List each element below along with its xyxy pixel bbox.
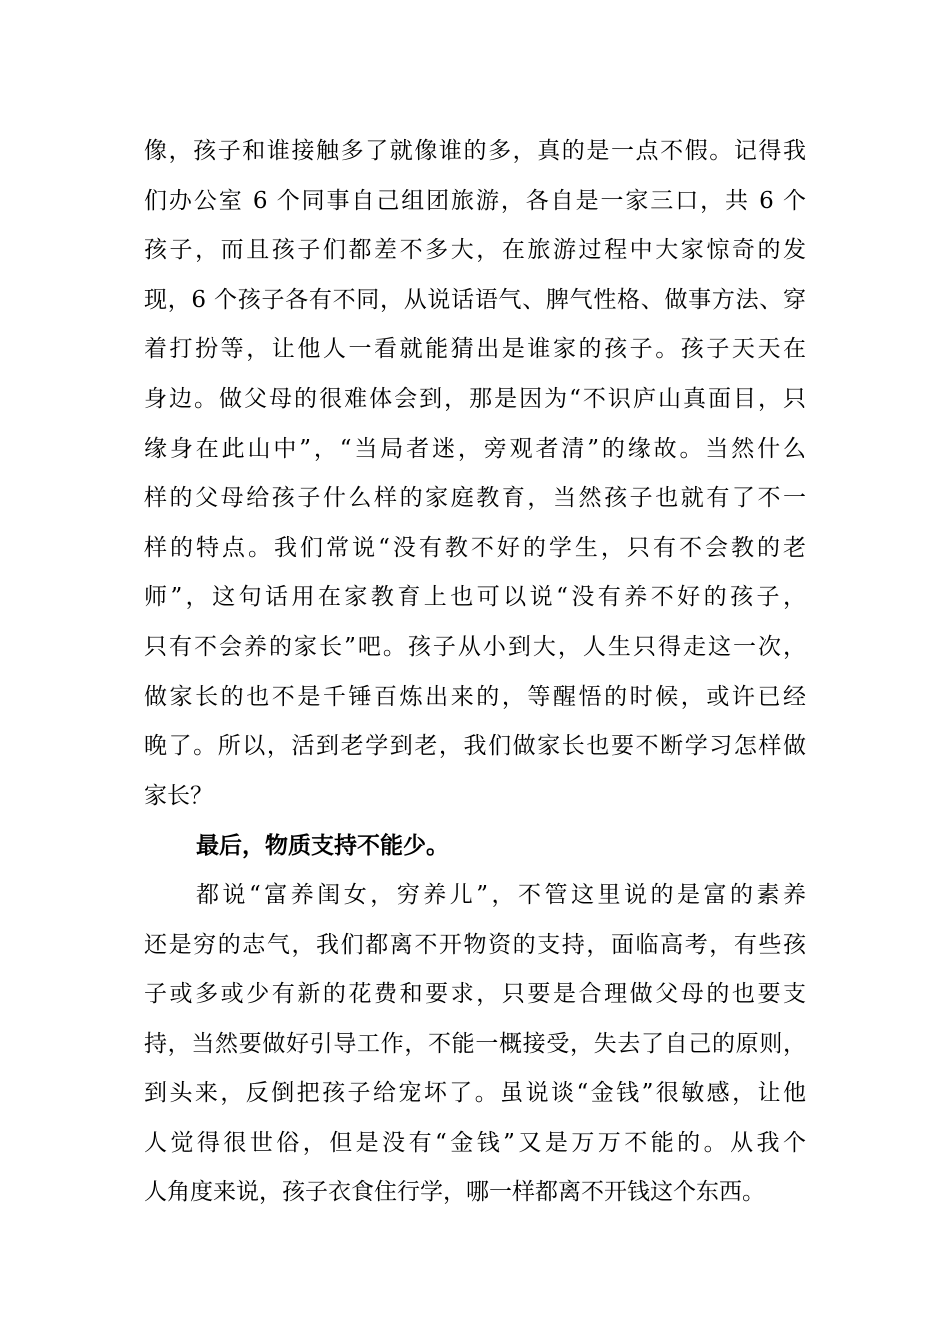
paragraph-1 <box>144 127 806 821</box>
paragraph-line: 晚了。所以，活到老学到老，我们做家长也要不断学习怎样做 <box>144 733 806 760</box>
section-heading: 最后，物质支持不能少。 <box>196 832 449 860</box>
paragraph-line: 样的特点。我们常说“没有教不好的学生，只有不会教的老 <box>144 534 806 561</box>
paragraph-line: 们办公室 6 个同事自己组团旅游，各自是一家三口，共 6 个 <box>144 187 806 214</box>
paragraph-line: 缘身在此山中”，“当局者迷，旁观者清”的缘故。当然什么 <box>144 435 806 462</box>
paragraph-line: 孩子，而且孩子们都差不多大，在旅游过程中大家惊奇的发 <box>144 237 806 264</box>
paragraph-line: 子或多或少有新的花费和要求，只要是合理做父母的也要支 <box>144 981 806 1008</box>
paragraph-line: 持，当然要做好引导工作，不能一概接受，失去了自己的原则， <box>144 1030 806 1057</box>
paragraph-line: 人觉得很世俗，但是没有“金钱”又是万万不能的。从我个 <box>144 1129 806 1156</box>
paragraph-line: 人角度来说，孩子衣食住行学，哪一样都离不开钱这个东西。 <box>144 1179 765 1206</box>
paragraph-line: 身边。做父母的很难体会到，那是因为“不识庐山真面目，只 <box>144 385 806 412</box>
paragraph-line: 现，6 个孩子各有不同，从说话语气、脾气性格、做事方法、穿 <box>144 286 806 313</box>
paragraph-line: 只有不会养的家长”吧。孩子从小到大，人生只得走这一次， <box>144 633 806 660</box>
document-body <box>144 127 806 1218</box>
paragraph-line: 像，孩子和谁接触多了就像谁的多，真的是一点不假。记得我 <box>144 138 806 164</box>
paragraph-line: 家长？ <box>144 782 213 809</box>
paragraph-line: 还是穷的志气，我们都离不开物资的支持，面临高考，有些孩 <box>144 931 806 958</box>
paragraph-line: 师”，这句话用在家教育上也可以说“没有养不好的孩子， <box>144 584 806 611</box>
paragraph-line: 着打扮等，让他人一看就能猜出是谁家的孩子。孩子天天在 <box>144 336 806 363</box>
paragraph-line: 做家长的也不是千锤百炼出来的，等醒悟的时候，或许已经 <box>144 683 806 710</box>
paragraph-line: 样的父母给孩子什么样的家庭教育，当然孩子也就有了不一 <box>144 485 806 512</box>
paragraph-2 <box>144 871 806 1218</box>
paragraph-line: 到头来，反倒把孩子给宠坏了。虽说谈“金钱”很敏感，让他 <box>144 1080 806 1107</box>
paragraph-line: 都说“富养闺女，穷养儿”，不管这里说的是富的素养 <box>196 881 806 908</box>
